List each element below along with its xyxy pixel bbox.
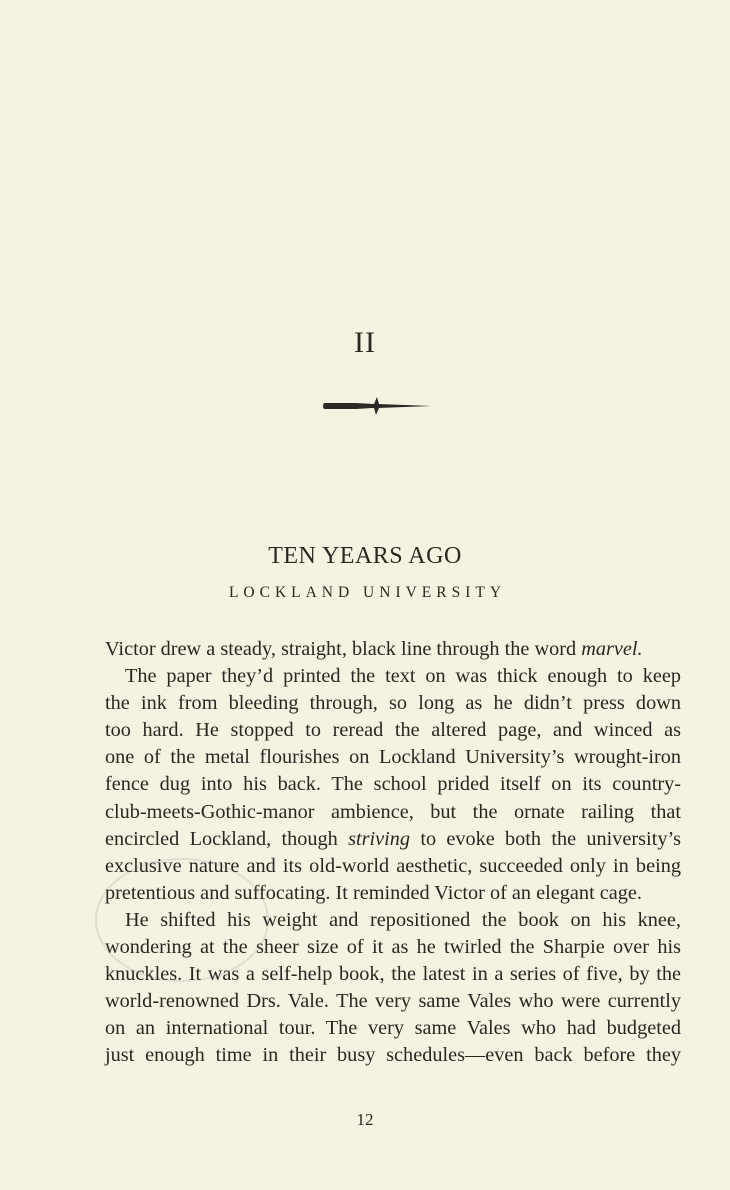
page-number: 12	[356, 1110, 374, 1129]
text-run: knuckles. It was a self-help book, the latest in a series of five, by the	[105, 963, 681, 986]
text-line	[105, 663, 681, 690]
text-line	[105, 907, 681, 934]
text-line	[105, 1015, 681, 1042]
text-line	[105, 1042, 681, 1069]
text-line	[105, 961, 681, 988]
chapter-title: TEN YEARS AGO	[268, 543, 462, 569]
text-line	[105, 744, 681, 771]
text-line	[105, 636, 681, 663]
text-line	[105, 934, 681, 961]
italic-word: striving	[348, 827, 411, 850]
text-run: encircled Lockland, though	[105, 827, 349, 850]
text-run: the ink from bleeding through, so long as he didn’t press down	[105, 692, 681, 715]
text-run: just enough time in their busy schedules—even back before they	[105, 1044, 681, 1067]
text-run: pretentious and suffocating. It reminded Victor of an elegant cage.	[105, 881, 642, 904]
part-number: II	[354, 326, 376, 359]
text-run: exclusive nature and its old-world aesthetic, succeeded only in being	[105, 854, 681, 877]
text-line	[105, 853, 681, 880]
text-run: on an international tour. The very same Vales who had budgeted	[105, 1017, 681, 1040]
body-text	[105, 636, 681, 1070]
chapter-subtitle: LOCKLAND UNIVERSITY	[228, 584, 507, 601]
dagger-ornament-icon	[322, 394, 432, 418]
text-line	[105, 771, 681, 798]
text-line	[105, 799, 681, 826]
text-run: fence dug into his back. The school prided itself on its country-	[105, 773, 681, 796]
text-line	[105, 717, 681, 744]
text-run: to evoke both the university’s	[410, 827, 681, 850]
text-run: one of the metal flourishes on Lockland University’s wrought-iron	[105, 746, 681, 769]
text-line	[105, 880, 681, 907]
text-run: too hard. He stopped to reread the altered page, and winced as	[105, 719, 681, 742]
text-run: world-renowned Drs. Vale. The very same Vales who were currently	[105, 990, 681, 1013]
text-line	[105, 826, 681, 853]
text-line	[105, 988, 681, 1015]
text-run: club-meets-Gothic-manor ambience, but the ornate railing that	[105, 800, 681, 823]
text-run: Victor drew a steady, straight, black line through the word	[105, 638, 582, 660]
text-line	[105, 690, 681, 717]
text-run: The paper they’d printed the text on was thick enough to keep	[125, 665, 681, 688]
text-run: wondering at the sheer size of it as he twirled the Sharpie over his	[105, 936, 681, 959]
italic-word: marvel.	[581, 638, 643, 660]
text-run: He shifted his weight and repositioned the book on his knee,	[125, 908, 681, 931]
